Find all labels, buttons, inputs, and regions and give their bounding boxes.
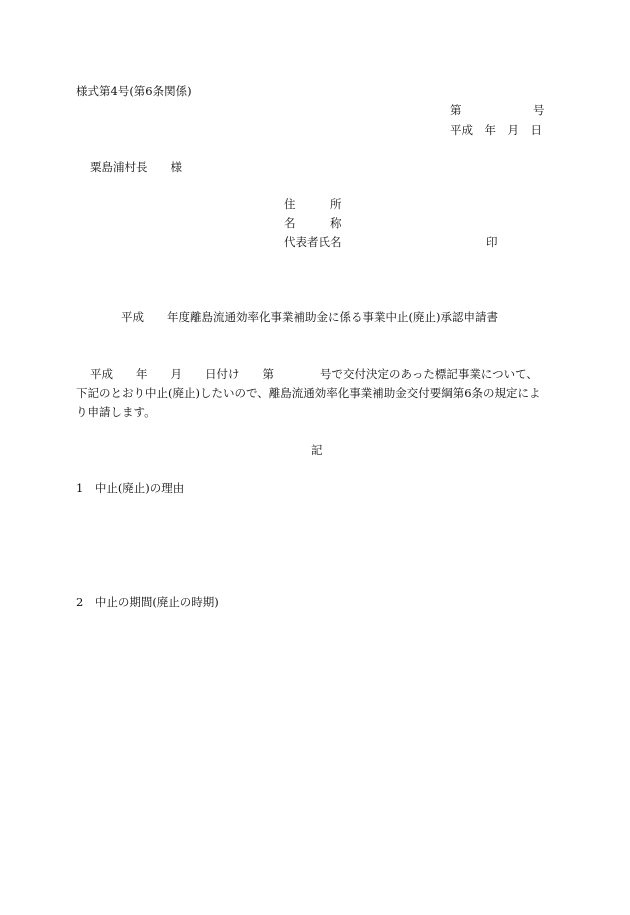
item-heading: 1 中止(廃止)の理由 (76, 481, 185, 495)
item-heading: 2 中止の期間(廃止の時期) (76, 595, 219, 609)
form-number: 様式第4号(第6条関係) (76, 84, 192, 98)
ki-label: 記 (311, 443, 323, 457)
document-number-suffix: 号 (533, 103, 545, 117)
date-line: 平成 年 月 日 (450, 123, 542, 137)
name-label: 名 称 (284, 216, 342, 230)
recipient: 粟島浦村長 様 (90, 160, 182, 174)
body-text-line: 下記のとおり中止(廃止)したいので、離島流通効率化事業補助金交付要綱第6条の規定によ (76, 386, 541, 400)
representative-label: 代表者氏名 (284, 235, 342, 249)
address-label: 住 所 (284, 197, 342, 211)
seal-label: 印 (486, 235, 498, 249)
body-text-line: 平成 年 月 日付け 第 号で交付決定のあった標記事業について、 (90, 367, 538, 381)
body-text-line: り申請します。 (76, 405, 156, 419)
document-number-label: 第 (450, 103, 462, 117)
document-title: 平成 年度離島流通効率化事業補助金に係る事業中止(廃止)承認申請書 (121, 310, 498, 324)
